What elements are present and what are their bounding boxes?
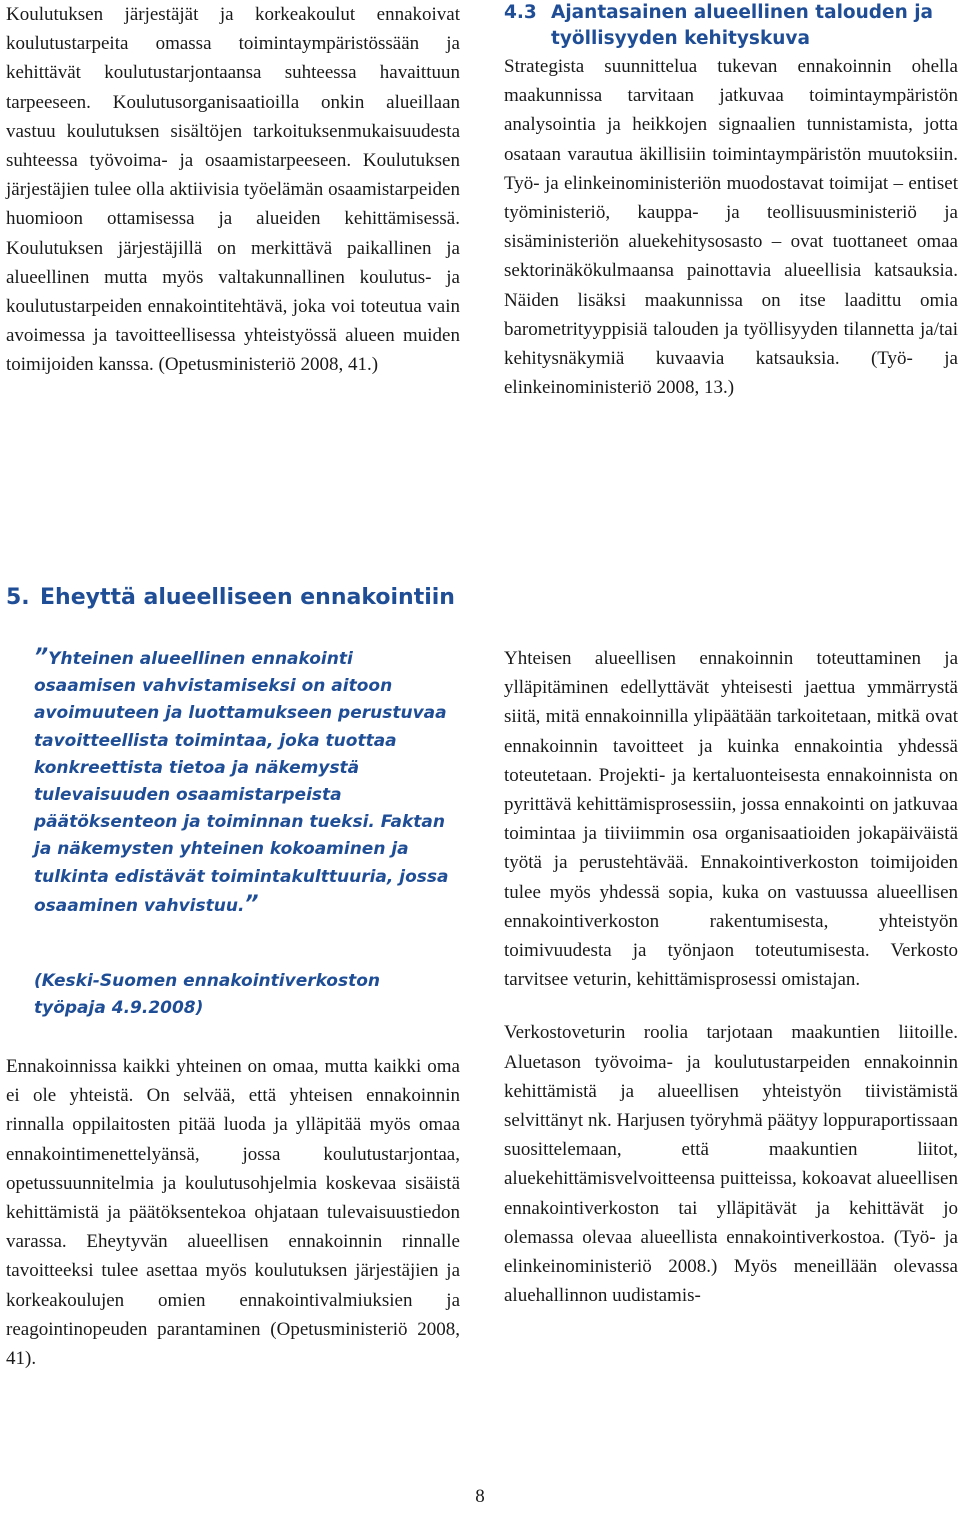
paragraph-yhteisen-alueellisen: Yhteisen alueellisen ennakoinnin toteuttaminen ja ylläpitäminen edellyttävät yhteisesti jaettua ymmärrystä siitä, mitä ennakoinnilla ylipäätään tarkoitetaan, mitkä ovat ennakoinnin tavoitteet ja kuinka ennakointia yhdessä toteutetaan. Projekti- ja kertaluonteisesta ennakoinnista on pyrittävä kehittämisprosessiin, jossa ennakointi on jatkuvaa toimintaa ja tiiviimmin osa organisaatioiden jokapäiväistä työtä ja perustehtävää. Ennakointiverkoston toimijoiden tulee myös yhdessä sopia, kuka on vastuussa alueellisen ennakointiverkoston rakentumisesta, yhteistyön toimivuudesta ja työnjaon toteutumisesta. Verkosto tarvitsee veturin, kehittämisprosessi omistajan. [504, 648, 958, 991]
quote-source: (Keski-Suomen ennakointiverkoston työpaja 4.9.2008) [34, 971, 381, 1019]
pull-quote [34, 644, 454, 920]
paragraph-koulutuksen-jarjestajat: Koulutuksen järjestäjät ja korkeakoulut ennakoivat koulutustarpeita omassa toimintaympäristössään ja kehittävät koulutustarjontaansa suhteessa havaittuun tarpeeseen. Koulutusorganisaatioilla onkin alueillaan vastuu koulutuksen sisältöjen tarkoituksenmukaisuudesta suhteessa työvoima- ja osaamistarpeeseen. Koulutuksen järjestäjien tulee olla aktiivisia työelämän osaamistarpeiden huomioon ottamisessa ja alueiden kehittämisessä. Koulutuksen järjestäjillä on merkittävä paikallinen ja alueellinen mutta myös valtakunnallinen koulutus- ja koulutustarpeiden ennakointitehtävä, joka voi toteutua vain avoimessa ja tavoitteellisessa yhteistyössä alueen muiden toimijoiden kanssa. (Opetusministeriö 2008, 41.) [6, 4, 460, 376]
paragraph-ennakoinnissa: Ennakoinnissa kaikki yhteinen on omaa, mutta kaikki oma ei ole yhteistä. On selvää, että yhteisen ennakoinnin rinnalla oppilaitosten pitää luoda ja ylläpitää myös omaa ennakointimenettelyänsä, jossa koulutustarjontaa, opetussuunnitelmia ja koulutusohjelmia koskevaa sisäistä kehittämistä ja päätöksentekoa ohjataan tulevaisuustiedon varassa. Eheytyvän alueellisen ennakoinnin rinnalle tavoitteeksi tulee asettaa myös koulutuksen järjestäjien ja korkeakoulujen omien ennakointivalmiuksien ja reagointinopeuden parantaminen (Opetusministeriö 2008, 41). [6, 1056, 460, 1370]
paragraph-verkostoveturin: Verkostoveturin roolia tarjotaan maakuntien liitoille. Aluetason työvoima- ja koulutustarpeiden ennakoinnin kehittämistä ja alueellisen yhteistyön tiivistämistä selvittänyt nk. Harjusen työryhmä päätyy loppuraportissaan suosittelemaan, että maakuntien liitot, aluekehittämisvelvoitteensa puitteissa, kokoavat alueellisen ennakointiverkoston tai ylläpitävät ja kehittävät jo olemassa olevaa alueellista ennakointiverkostoa. (Työ- ja elinkeinoministeriö 2008.) Myös meneillään olevassa aluehallinnon uudistamis- [504, 1022, 958, 1307]
subsection-number: 4.3 [504, 2, 537, 23]
paragraph-strategista-suunnittelua: Strategista suunnittelua tukevan ennakoinnin ohella maakunnissa tarvitaan jatkuvaa toimintaympäristön analysointia ja heikkojen signaalien tunnistamista, jotta osataan varautua äkillisiin toimintaympäristön muutoksiin. Työ- ja elinkeinoministeriön muodostavat toimijat – entiset työministeriö, kauppa- ja teollisuusministeriö ja sisäministeriön aluekehitysosasto – ovat tuottaneet omaa sektorinäkökulmaansa painottavia alueellisia katsauksia. Näiden lisäksi maakunnissa on itse laadittu omia barometrityyppisiä talouden ja työllisyyden tilannetta ja/tai kehitysnäkymiä kuvaavia katsauksia. (Työ- ja elinkeinoministeriö 2008, 13.) [504, 56, 958, 399]
subsection-heading [504, 0, 958, 52]
section-number: 5. [6, 585, 30, 610]
right-column-top [504, 0, 958, 402]
quote-text: Yhteinen alueellinen ennakointi osaamisen vahvistamiseksi on aitoon avoimuuteen ja luottamukseen perustuvaa tavoitteellista toimintaa, joka tuottaa konkreettista tietoa ja näkemystä tulevaisuuden osaamistarpeista päätöksenteon ja toiminnan tueksi. Faktan ja näkemysten yhteinen kokoaminen ja tulkinta edistävät toimintakulttuuria, jossa osaaminen vahvistuu. [34, 649, 449, 916]
subsection-title: Ajantasainen alueellinen talouden ja työllisyyden kehityskuva [551, 2, 934, 49]
quote-close-mark: ” [244, 891, 259, 917]
quote-open-mark: ” [34, 645, 49, 670]
left-column-top [6, 0, 460, 380]
page-number: 8 [475, 1486, 485, 1507]
left-column-bottom [6, 1052, 460, 1373]
section-heading [6, 583, 455, 613]
right-column-bottom [504, 644, 958, 1310]
section-title: Eheyttä alueelliseen ennakointiin [40, 585, 455, 610]
